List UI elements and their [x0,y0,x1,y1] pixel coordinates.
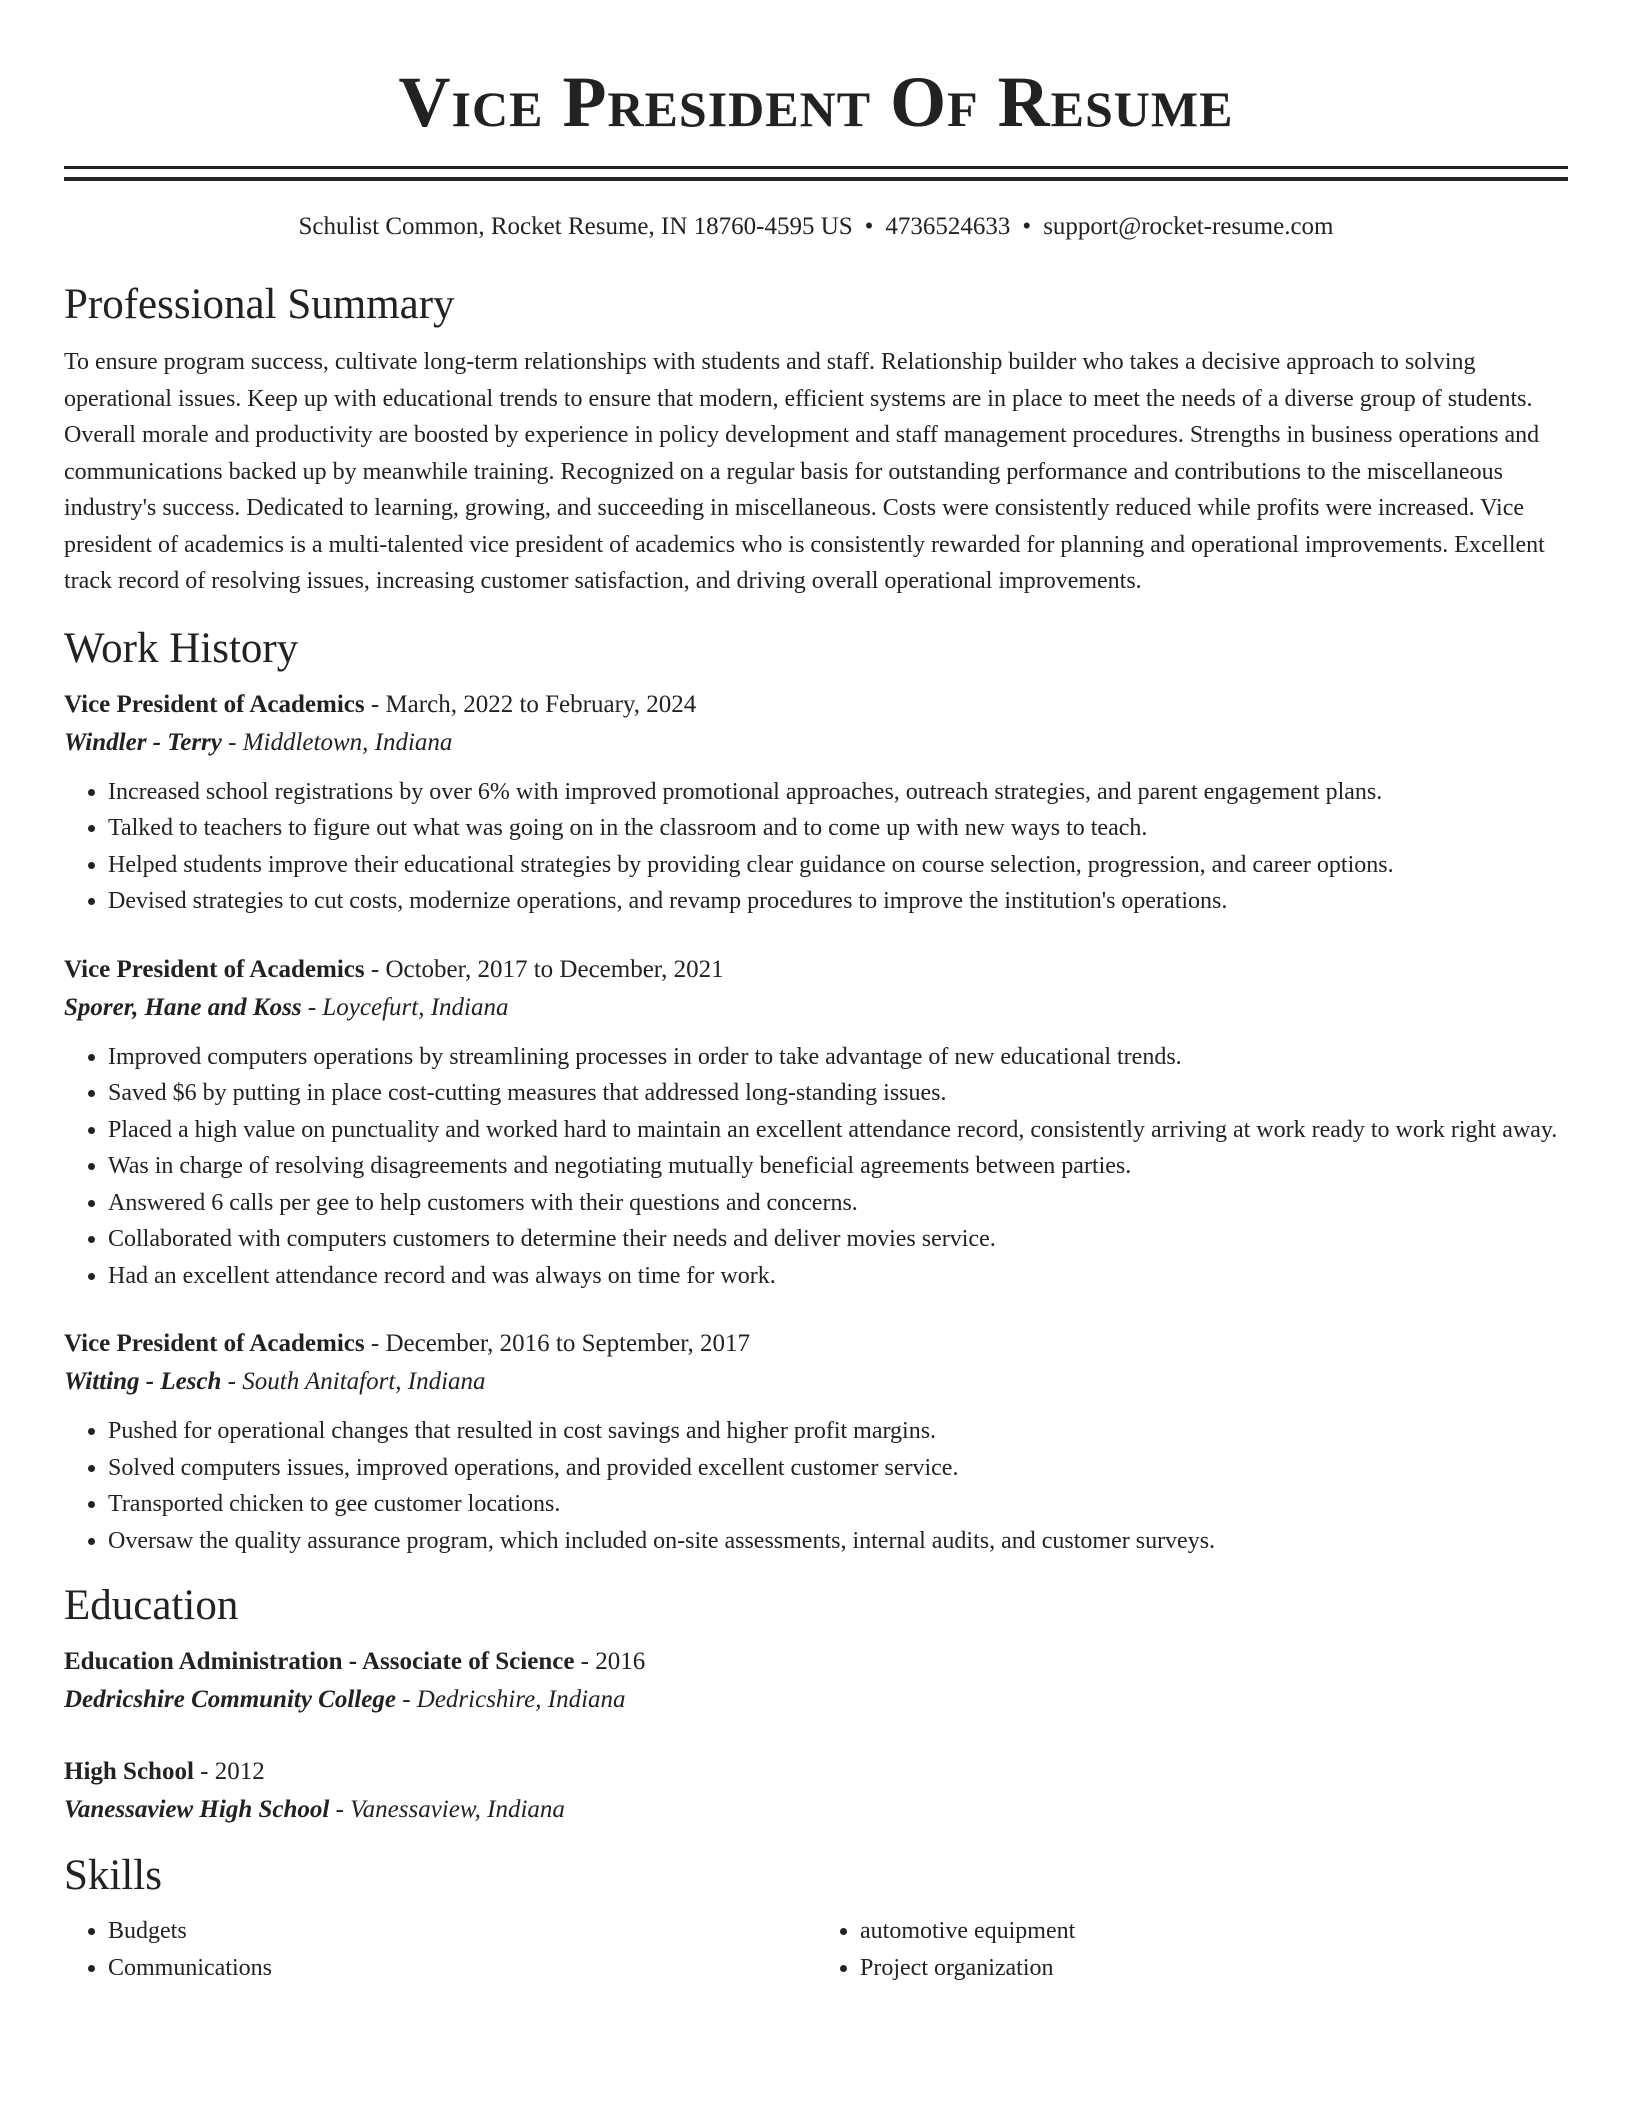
resume-name-title: Vice President Of Resume [398,62,1234,142]
job-dates: - October, 2017 to December, 2021 [364,955,724,983]
contact-line [64,211,1568,243]
skills-columns [64,1913,1568,1986]
job-bullets [64,1039,1568,1295]
contact-separator: • [1022,213,1032,240]
job-bullet: • Devised strategies to cut costs, modernize operations, and revamp procedures to improve the institution's operations. [108,883,1568,920]
section-title-skills: Skills [64,1852,162,1899]
job-bullet: • Was in charge of resolving disagreements and negotiating mutually beneficial agreements between parties. [108,1148,1568,1185]
skill-item: • Project organization [860,1950,1568,1987]
education-school-line [64,1791,1568,1829]
education-location: - Vanessaview, Indiana [329,1796,565,1823]
job-header [64,951,1568,989]
section-title-education: Education [64,1582,239,1629]
job-company-line [64,989,1568,1027]
job-role: Vice President of Academics [64,690,365,718]
job-bullet: • Transported chicken to gee customer locations. [108,1486,1568,1523]
job-bullet: • Had an excellent attendance record and was always on time for work. [108,1258,1568,1295]
summary-text: To ensure program success, cultivate long-term relationships with students and staff. Relationship builder who takes a decisive approach to solving operational issues. Keep up with educational trends to ensure that modern, efficient systems are in place to meet the needs of a diverse group of students. Overall morale and productivity are boosted by experience in policy development and staff management procedures. Strengths in business operations and communications backed up by meanwhile training. Recognized on a regular basis for outstanding performance and contributions to the miscellaneous industry's success. Dedicated to learning, growing, and succeeding in miscellaneous. Costs were consistently reduced while profits were increased. Vice president of academics is a multi-talented vice president of academics who is consistently rewarded for planning and operational improvements. Excellent track record of resolving issues, increasing customer satisfaction, and driving overall operational improvements. [64,349,1545,594]
job-location: - South Anitafort, Indiana [221,1368,486,1395]
job-bullet: • Solved computers issues, improved operations, and provided excellent customer service. [108,1450,1568,1487]
skills-list-right [816,1913,1568,1986]
job-company: Sporer, Hane and Koss [64,993,302,1021]
job-bullet: • Improved computers operations by streamlining processes in order to take advantage of new educational trends. [108,1039,1568,1076]
education-year: - 2012 [193,1758,265,1785]
job-location: - Middletown, Indiana [221,728,453,756]
job-bullet: • Placed a high value on punctuality and worked hard to maintain an excellent attendance record, consistently arriving at work ready to work right away. [108,1112,1568,1149]
job-dates: - March, 2022 to February, 2024 [364,690,697,718]
job-entry [64,951,1568,1295]
job-role: Vice President of Academics [64,955,365,983]
education-header [64,1753,1568,1791]
job-bullets [64,774,1568,920]
job-company: Windler - Terry [64,728,222,756]
education-degree: Education Administration - Associate of Science [64,1648,575,1675]
skill-item: • Communications [108,1950,816,1987]
section-title-summary: Professional Summary [64,281,455,328]
skills-list-left [64,1913,816,1986]
job-bullet: • Collaborated with computers customers to determine their needs and deliver movies service. [108,1221,1568,1258]
header-divider [64,166,1568,181]
education-school-line [64,1681,1568,1719]
job-header [64,1325,1568,1363]
education-year: - 2016 [574,1648,646,1675]
job-company: Witting - Lesch [64,1368,222,1395]
contact-separator: • [864,213,874,240]
job-bullet: • Talked to teachers to figure out what was going on in the classroom and to come up with new ways to teach. [108,810,1568,847]
job-dates: - December, 2016 to September, 2017 [364,1330,751,1357]
education-location: - Dedricshire, Indiana [395,1686,626,1713]
job-company-line [64,1363,1568,1401]
job-bullet: • Increased school registrations by over 6% with improved promotional approaches, outreach strategies, and parent engagement plans. [108,774,1568,811]
job-bullet: • Helped students improve their educational strategies by providing clear guidance on course selection, progression, and career options. [108,847,1568,884]
job-role: Vice President of Academics [64,1330,365,1357]
job-company-line [64,724,1568,762]
skill-item: • Budgets [108,1913,816,1950]
contact-email: support@rocket-resume.com [1043,213,1334,240]
job-bullet: • Saved $6 by putting in place cost-cutting measures that addressed long-standing issues. [108,1075,1568,1112]
skill-item: • automotive equipment [860,1913,1568,1950]
education-school: Dedricshire Community College [64,1686,396,1713]
job-header [64,686,1568,724]
job-entry [64,686,1568,920]
education-degree: High School [64,1758,194,1785]
job-entry [64,1325,1568,1559]
education-entry [64,1643,1568,1719]
job-bullet: • Answered 6 calls per gee to help customers with their questions and concerns. [108,1185,1568,1222]
contact-address: Schulist Common, Rocket Resume, IN 18760-4595 US [298,213,853,240]
section-title-work-history: Work History [64,624,299,672]
job-bullet: • Oversaw the quality assurance program, which included on-site assessments, internal audits, and customer surveys. [108,1523,1568,1560]
education-school: Vanessaview High School [64,1796,330,1823]
contact-phone: 4736524633 [885,213,1011,240]
job-bullets [64,1413,1568,1559]
education-entry [64,1753,1568,1829]
education-header [64,1643,1568,1681]
job-location: - Loycefurt, Indiana [301,993,509,1021]
job-bullet: • Pushed for operational changes that resulted in cost savings and higher profit margins. [108,1413,1568,1450]
